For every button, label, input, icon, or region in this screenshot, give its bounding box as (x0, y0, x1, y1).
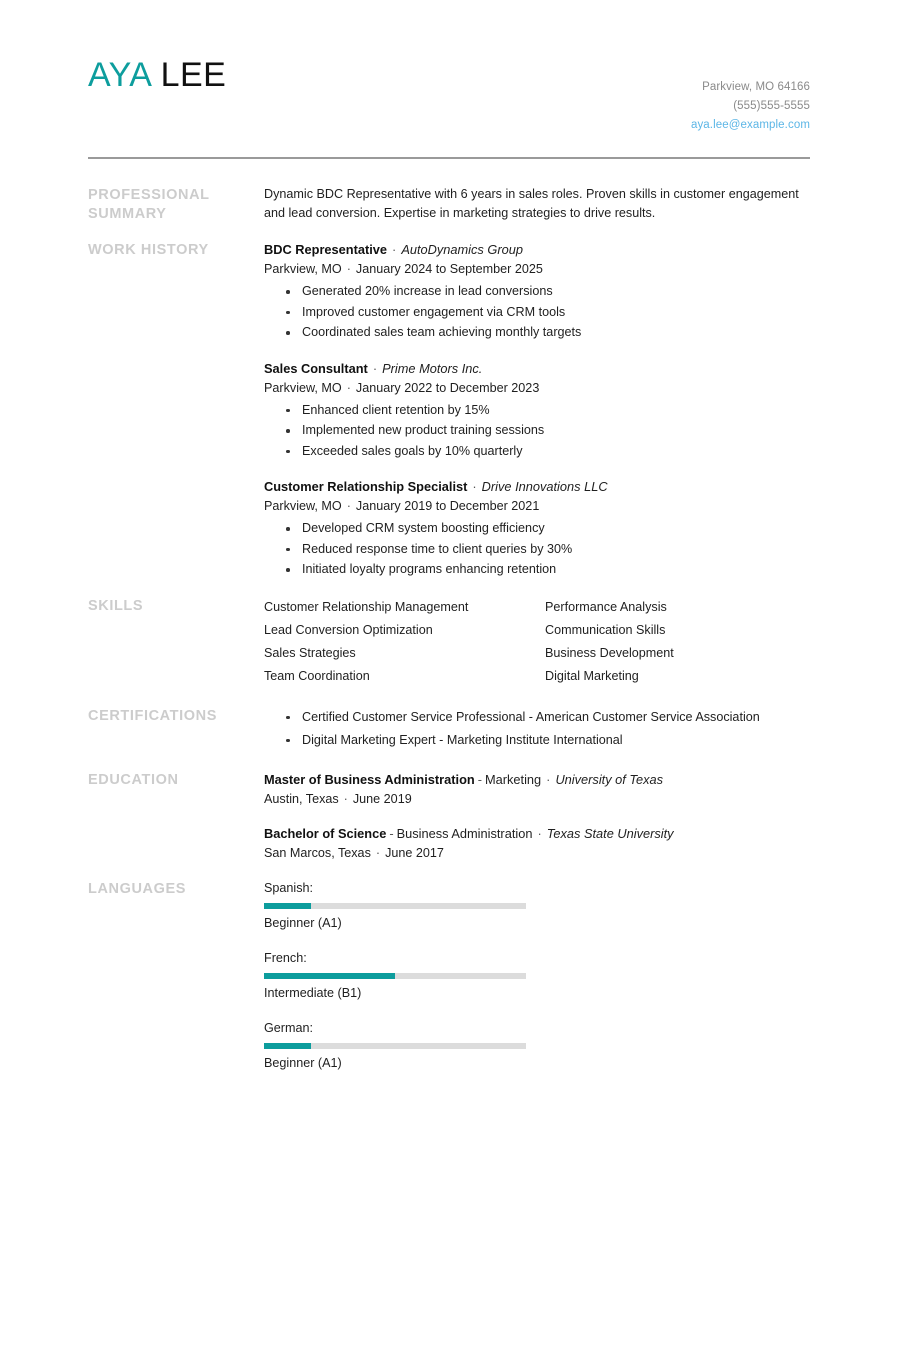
education-school: Texas State University (546, 825, 674, 841)
section-education (88, 770, 810, 863)
language-proficiency-fill (264, 973, 395, 979)
skills-grid (264, 596, 810, 688)
section-label-languages: LANGUAGES (88, 880, 187, 897)
education-school: University of Texas (555, 771, 664, 787)
work-entry (264, 359, 810, 462)
job-title: BDC Representative (264, 242, 388, 257)
separator-dot: · (346, 380, 351, 395)
language-name: Spanish: (264, 880, 314, 895)
skill-item: Lead Conversion Optimization (264, 622, 433, 637)
education-body (264, 770, 810, 863)
resume-body (0, 159, 900, 1089)
job-bullet: Reduced response time to client queries by 30% (302, 539, 810, 560)
education-degree: Master of Business Administration (264, 771, 475, 787)
work-entry (264, 477, 810, 580)
language-name: German: (264, 1020, 313, 1035)
skills-column-right (545, 596, 826, 688)
job-bullet-list (264, 281, 810, 343)
education-location: Austin, Texas (264, 791, 339, 806)
education-entry-meta (264, 790, 810, 809)
education-dash: - (389, 825, 394, 841)
job-bullet: Exceeded sales goals by 10% quarterly (302, 441, 810, 462)
section-label-certifications: CERTIFICATIONS (88, 707, 217, 724)
work-entry-headline (264, 240, 810, 259)
skill-item: Performance Analysis (545, 599, 667, 614)
education-degree: Bachelor of Science (264, 825, 387, 841)
language-level: Beginner (A1) (264, 1055, 342, 1070)
job-dates: January 2022 to December 2023 (355, 380, 540, 395)
languages-grid (264, 879, 810, 1089)
candidate-name (88, 58, 226, 94)
separator-dot: · (375, 845, 381, 860)
education-entry-headline (264, 824, 810, 843)
education-location: San Marcos, Texas (264, 845, 371, 860)
language-level: Beginner (A1) (264, 915, 342, 930)
section-certifications (88, 706, 810, 752)
language-item (264, 949, 545, 1003)
separator-dot: · (346, 262, 351, 276)
skill-item: Customer Relationship Management (264, 599, 469, 614)
education-dash: - (477, 771, 482, 787)
contact-email[interactable]: aya.lee@example.com (690, 119, 810, 131)
section-label-education: EDUCATION (88, 771, 179, 788)
language-name: French: (264, 950, 307, 965)
job-location: Parkview, MO (264, 499, 342, 513)
certification-list (264, 706, 810, 752)
job-title: Sales Consultant (264, 360, 368, 376)
work-entry-meta (264, 379, 810, 398)
work-entry (264, 240, 810, 343)
work-entry-meta (264, 497, 810, 516)
education-entry-headline (264, 770, 810, 789)
job-bullet-list (264, 400, 810, 462)
job-dates: January 2019 to December 2021 (355, 499, 540, 513)
section-label-summary: PROFESSIONAL SUMMARY (88, 187, 210, 222)
language-proficiency-fill (264, 1043, 311, 1049)
skill-item: Business Development (545, 645, 674, 660)
section-skills (88, 596, 810, 688)
education-entry-meta (264, 844, 810, 863)
skill-item: Team Coordination (264, 668, 370, 683)
job-bullet: Initiated loyalty programs enhancing retention (302, 559, 810, 580)
separator-dot: · (546, 771, 551, 787)
separator-dot: · (392, 242, 397, 257)
section-label-work-history: WORK HISTORY (88, 242, 209, 258)
section-languages (88, 879, 810, 1089)
education-major: Business Administration (396, 825, 533, 841)
language-level: Intermediate (B1) (264, 985, 362, 1000)
certification-item: Digital Marketing Expert - Marketing Institute International (302, 729, 810, 752)
work-entry-meta (264, 260, 810, 279)
language-proficiency-bar (264, 1043, 526, 1049)
skills-column-left (264, 596, 545, 688)
education-entry (264, 770, 810, 809)
job-bullet: Coordinated sales team achieving monthly targets (302, 322, 810, 343)
summary-body (264, 185, 810, 223)
skill-item: Digital Marketing (545, 668, 639, 683)
contact-address: Parkview, MO 64166 (702, 81, 810, 93)
separator-dot: · (537, 825, 542, 841)
job-bullet: Developed CRM system boosting efficiency (302, 518, 810, 539)
work-history-body (264, 240, 810, 580)
work-entry-headline (264, 359, 810, 378)
job-location: Parkview, MO (264, 380, 342, 395)
job-company: AutoDynamics Group (401, 242, 523, 257)
job-bullet: Generated 20% increase in lead conversions (302, 281, 810, 302)
separator-dot: · (346, 499, 351, 513)
separator-dot: · (372, 360, 378, 376)
education-date: June 2019 (352, 791, 412, 806)
last-name: LEE (160, 56, 227, 94)
skills-body (264, 596, 810, 688)
job-company: Prime Motors Inc. (382, 360, 483, 376)
job-location: Parkview, MO (264, 262, 342, 276)
language-proficiency-bar (264, 973, 526, 979)
summary-text: Dynamic BDC Representative with 6 years in sales roles. Proven skills in customer engagement and lead conversion. Expertise in marketing strategies to drive results. (264, 187, 799, 220)
job-bullet: Implemented new product training sessions (302, 420, 810, 441)
language-item (264, 879, 545, 933)
education-date: June 2017 (385, 845, 444, 860)
skill-item: Sales Strategies (264, 645, 356, 660)
job-company: Drive Innovations LLC (481, 479, 608, 494)
work-entry-headline (264, 477, 810, 496)
certification-item: Certified Customer Service Professional - American Customer Service Association (302, 706, 810, 729)
language-proficiency-fill (264, 903, 311, 909)
section-work-history (88, 240, 810, 580)
section-label-skills: SKILLS (88, 597, 144, 614)
language-proficiency-bar (264, 903, 526, 909)
contact-phone: (555)555-5555 (733, 100, 810, 112)
education-major: Marketing (484, 771, 542, 787)
certifications-body (264, 706, 810, 752)
education-entry (264, 824, 810, 863)
job-dates: January 2024 to September 2025 (355, 262, 543, 276)
job-title: Customer Relationship Specialist (264, 479, 468, 494)
job-bullet-list (264, 518, 810, 580)
job-bullet: Enhanced client retention by 15% (302, 400, 810, 421)
separator-dot: · (343, 791, 348, 806)
languages-body (264, 879, 810, 1089)
first-name: AYA (88, 56, 151, 94)
separator-dot: · (472, 479, 477, 494)
skill-item: Communication Skills (545, 622, 666, 637)
contact-block (691, 58, 810, 135)
section-professional-summary (88, 185, 810, 224)
job-bullet: Improved customer engagement via CRM tools (302, 302, 810, 323)
language-item (264, 1019, 545, 1073)
resume-header (0, 0, 900, 135)
